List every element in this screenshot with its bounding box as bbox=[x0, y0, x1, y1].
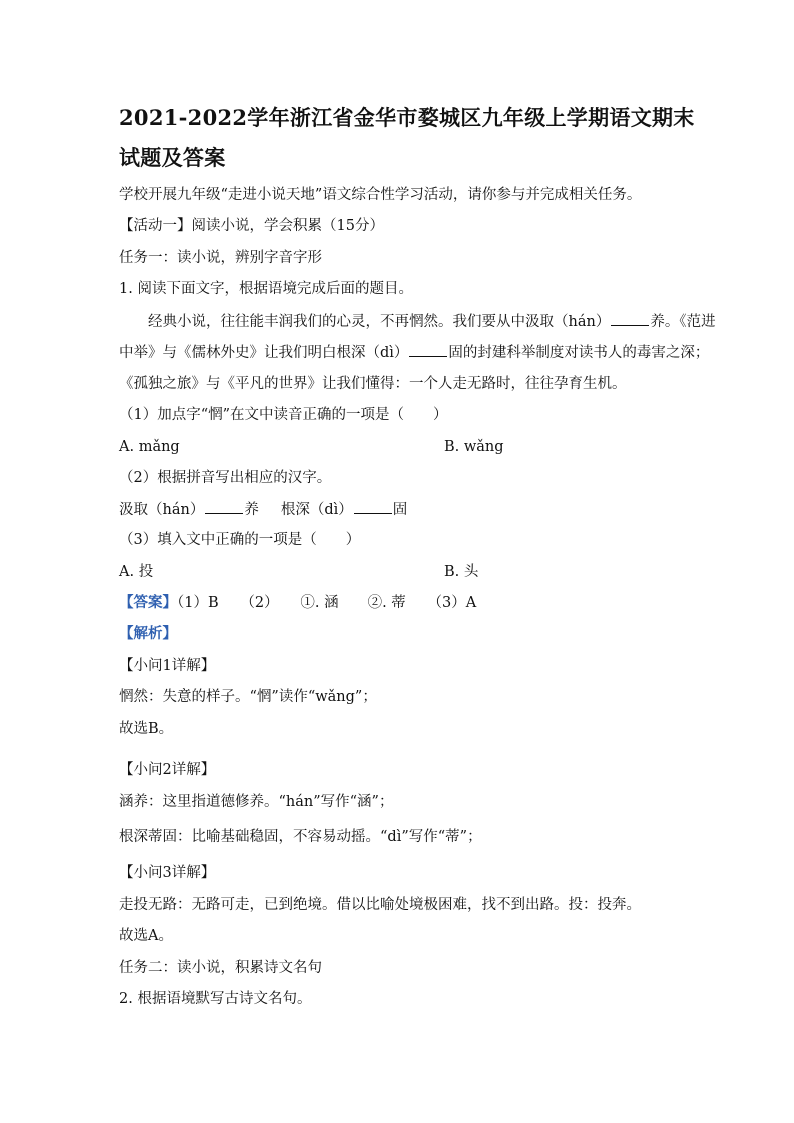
sub2-fill-b1: 根深（dì） bbox=[280, 502, 353, 518]
activity1-heading: 【活动一】阅读小说，学会积累（15分） bbox=[119, 218, 384, 234]
detail2-line1: 涵养：这里指道德修养。“hán”写作“涵”； bbox=[119, 794, 394, 810]
detail2-label: 【小问2详解】 bbox=[119, 762, 216, 778]
sub1-option-b: B. wǎng bbox=[444, 439, 504, 455]
detail3-line1: 走投无路：无路可走，已到绝境。借以比喻处境极困难，找不到出路。投：投奔。 bbox=[119, 897, 641, 913]
detail1-label: 【小问1详解】 bbox=[119, 658, 216, 674]
passage-line2-a: 中举》与《儒林外史》让我们明白根深（dì） bbox=[119, 345, 409, 361]
sub2-fill-a1: 汲取（hán） bbox=[119, 502, 205, 518]
answer-line bbox=[119, 593, 476, 613]
answer-label: 【答案】 bbox=[119, 594, 177, 611]
intro-text: 学校开展九年级“走进小说天地”语文综合性学习活动，请你参与并完成相关任务。 bbox=[119, 187, 642, 203]
sub-question2: （2）根据拼音写出相应的汉字。 bbox=[119, 470, 332, 486]
sub3-option-b: B. 头 bbox=[444, 564, 479, 580]
passage-line1-b: 养。《范进 bbox=[650, 314, 716, 330]
sub2-fill-line bbox=[119, 499, 407, 520]
document-title-line2: 试题及答案 bbox=[119, 145, 226, 170]
question1-prompt: 1. 阅读下面文字，根据语境完成后面的题目。 bbox=[119, 281, 413, 297]
task2-heading: 任务二：读小说，积累诗文名句 bbox=[119, 960, 322, 976]
detail1-line2: 故选B。 bbox=[119, 721, 174, 737]
passage-line1 bbox=[148, 311, 716, 332]
sub2-fill-a2: 养 bbox=[244, 502, 259, 518]
detail1-line1: 惘然：失意的样子。“惘”读作“wǎng”； bbox=[119, 689, 377, 705]
passage-line1-a: 经典小说，往往能丰润我们的心灵，不再惘然。我们要从中汲取（hán） bbox=[148, 314, 611, 330]
passage-line2-b: 固的封建科举制度对读书人的毒害之深； bbox=[448, 345, 710, 361]
sub2-blank-di bbox=[354, 499, 392, 514]
sub2-fill-b2: 固 bbox=[392, 502, 408, 518]
sub3-option-a: A. 投 bbox=[119, 564, 154, 580]
analysis-label: 【解析】 bbox=[119, 625, 177, 642]
document-title-line1: 2021-2022学年浙江省金华市婺城区九年级上学期语文期末 bbox=[119, 105, 695, 130]
sub-question1: （1）加点字“惘”在文中读音正确的一项是（ ） bbox=[119, 407, 448, 423]
sub2-blank-han bbox=[205, 499, 243, 514]
detail3-label: 【小问3详解】 bbox=[119, 865, 216, 881]
blank-han bbox=[611, 311, 649, 326]
blank-di bbox=[409, 342, 447, 357]
passage-line2 bbox=[119, 342, 709, 363]
passage-line3: 《孤独之旅》与《平凡的世界》让我们懂得：一个人走无路时，往往孕育生机。 bbox=[119, 376, 627, 392]
detail2-line2: 根深蒂固：比喻基础稳固，不容易动摇。“dì”写作“蒂”； bbox=[119, 829, 482, 845]
question2-prompt: 2. 根据语境默写古诗文名句。 bbox=[119, 991, 312, 1007]
sub1-option-a: A. mǎng bbox=[119, 439, 180, 455]
answer-text: （1）B （2） ①. 涵 ②. 蒂 （3）A bbox=[177, 595, 477, 611]
sub-question3: （3）填入文中正确的一项是（ ） bbox=[119, 532, 361, 548]
task1-heading: 任务一：读小说，辨别字音字形 bbox=[119, 250, 322, 266]
detail3-line2: 故选A。 bbox=[119, 928, 173, 944]
